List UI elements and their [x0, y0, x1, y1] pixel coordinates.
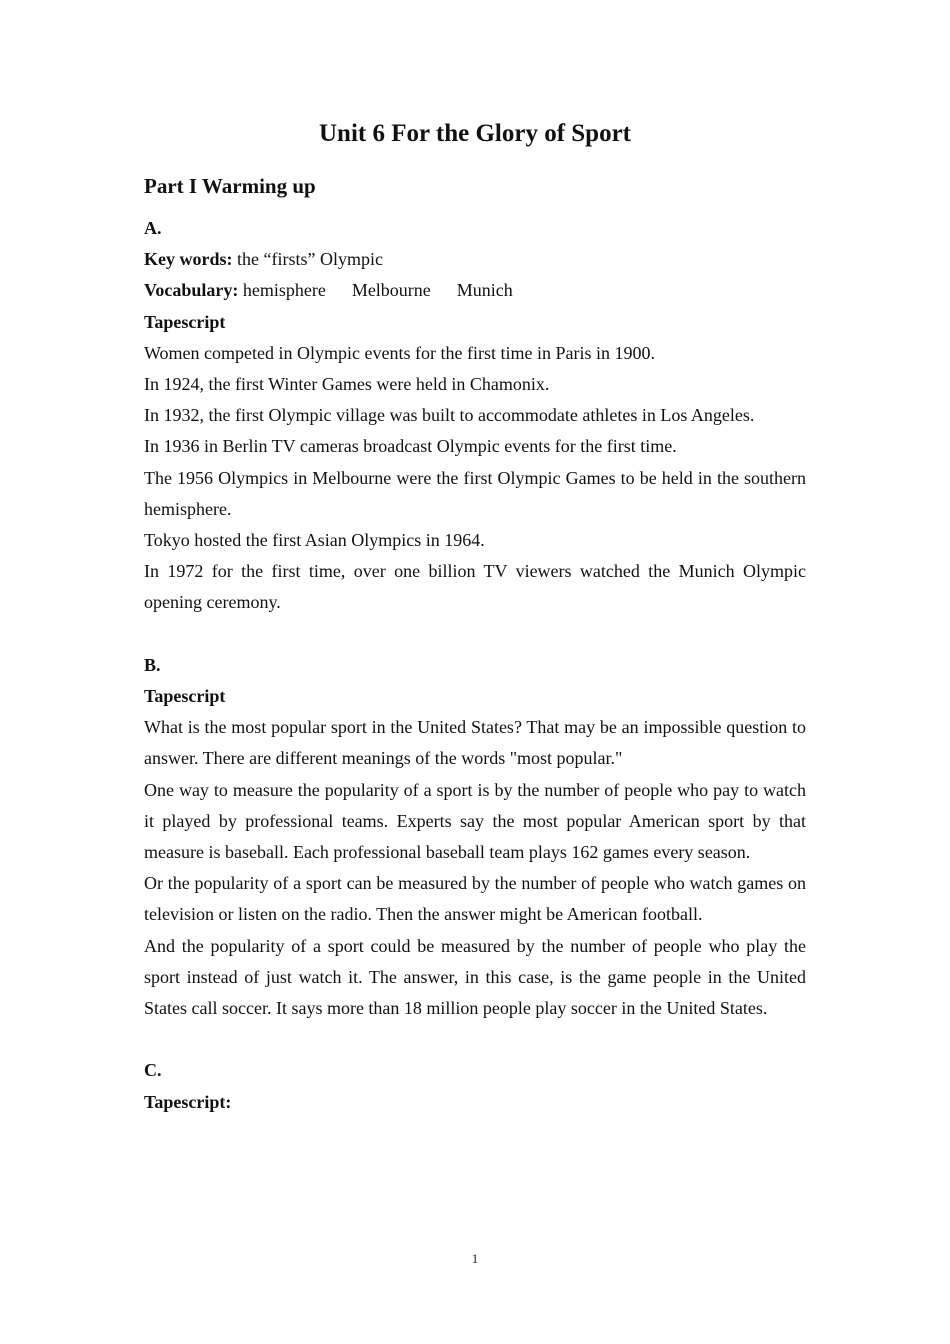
vocabulary-word: Munich	[456, 280, 513, 301]
blank-line	[144, 619, 806, 650]
page-title: Unit 6 For the Glory of Sport	[318, 120, 631, 147]
section-a-paragraph: In 1924, the first Winter Games were held in Chamonix.	[144, 374, 550, 395]
section-a-paragraph: Women competed in Olympic events for the first time in Paris in 1900.	[144, 342, 655, 363]
page-content	[144, 213, 806, 1118]
part-heading: Part I Warming up	[144, 174, 316, 198]
section-b-paragraph: Or the popularity of a sport can be measured by the number of people who watch games on television or listen on the radio. Then the answer might be American football.	[144, 873, 806, 925]
section-b-paragraph: One way to measure the popularity of a sport is by the number of people who pay to watch it played by professional teams. Experts say the most popular American sport by that measure is baseball. Each professional baseball team plays 162 games every season.	[144, 779, 806, 863]
section-c-label: C.	[144, 1060, 162, 1081]
vocabulary-word: Melbourne	[351, 280, 431, 301]
section-a-paragraph: The 1956 Olympics in Melbourne were the first Olympic Games to be held in the southern hemisphere.	[144, 467, 806, 519]
page-number: 1	[471, 1251, 479, 1266]
section-a-paragraph: In 1932, the first Olympic village was built to accommodate athletes in Los Angeles.	[144, 405, 755, 426]
section-a-tapescript-label: Tapescript	[144, 311, 226, 332]
vocabulary-word: hemisphere	[242, 280, 326, 301]
vocabulary-line	[144, 275, 806, 306]
key-words-label: Key words:	[144, 249, 233, 270]
section-b-tapescript-label: Tapescript	[144, 686, 226, 707]
section-b-paragraph: And the popularity of a sport could be measured by the number of people who play the sport instead of just watch it. The answer, in this case, is the game people in the United States call soccer. It says more than 18 million people play soccer in the United States.	[144, 935, 806, 1019]
section-a-paragraph: In 1972 for the first time, over one billion TV viewers watched the Munich Olympic opening ceremony.	[144, 561, 806, 613]
section-c-tapescript-label: Tapescript:	[144, 1091, 232, 1112]
vocabulary-label: Vocabulary:	[144, 280, 239, 301]
key-words-line	[144, 244, 806, 275]
section-a-paragraph: In 1936 in Berlin TV cameras broadcast Olympic events for the first time.	[144, 436, 677, 457]
blank-line	[144, 1024, 806, 1055]
section-a-paragraph: Tokyo hosted the first Asian Olympics in 1964.	[144, 530, 485, 551]
section-b-label: B.	[144, 654, 161, 675]
section-a-label: A.	[144, 218, 162, 238]
key-words-value: the “firsts” Olympic	[232, 249, 383, 270]
section-b-paragraph: What is the most popular sport in the United States? That may be an impossible question to answer. There are different meanings of the words "most popular."	[144, 717, 806, 769]
